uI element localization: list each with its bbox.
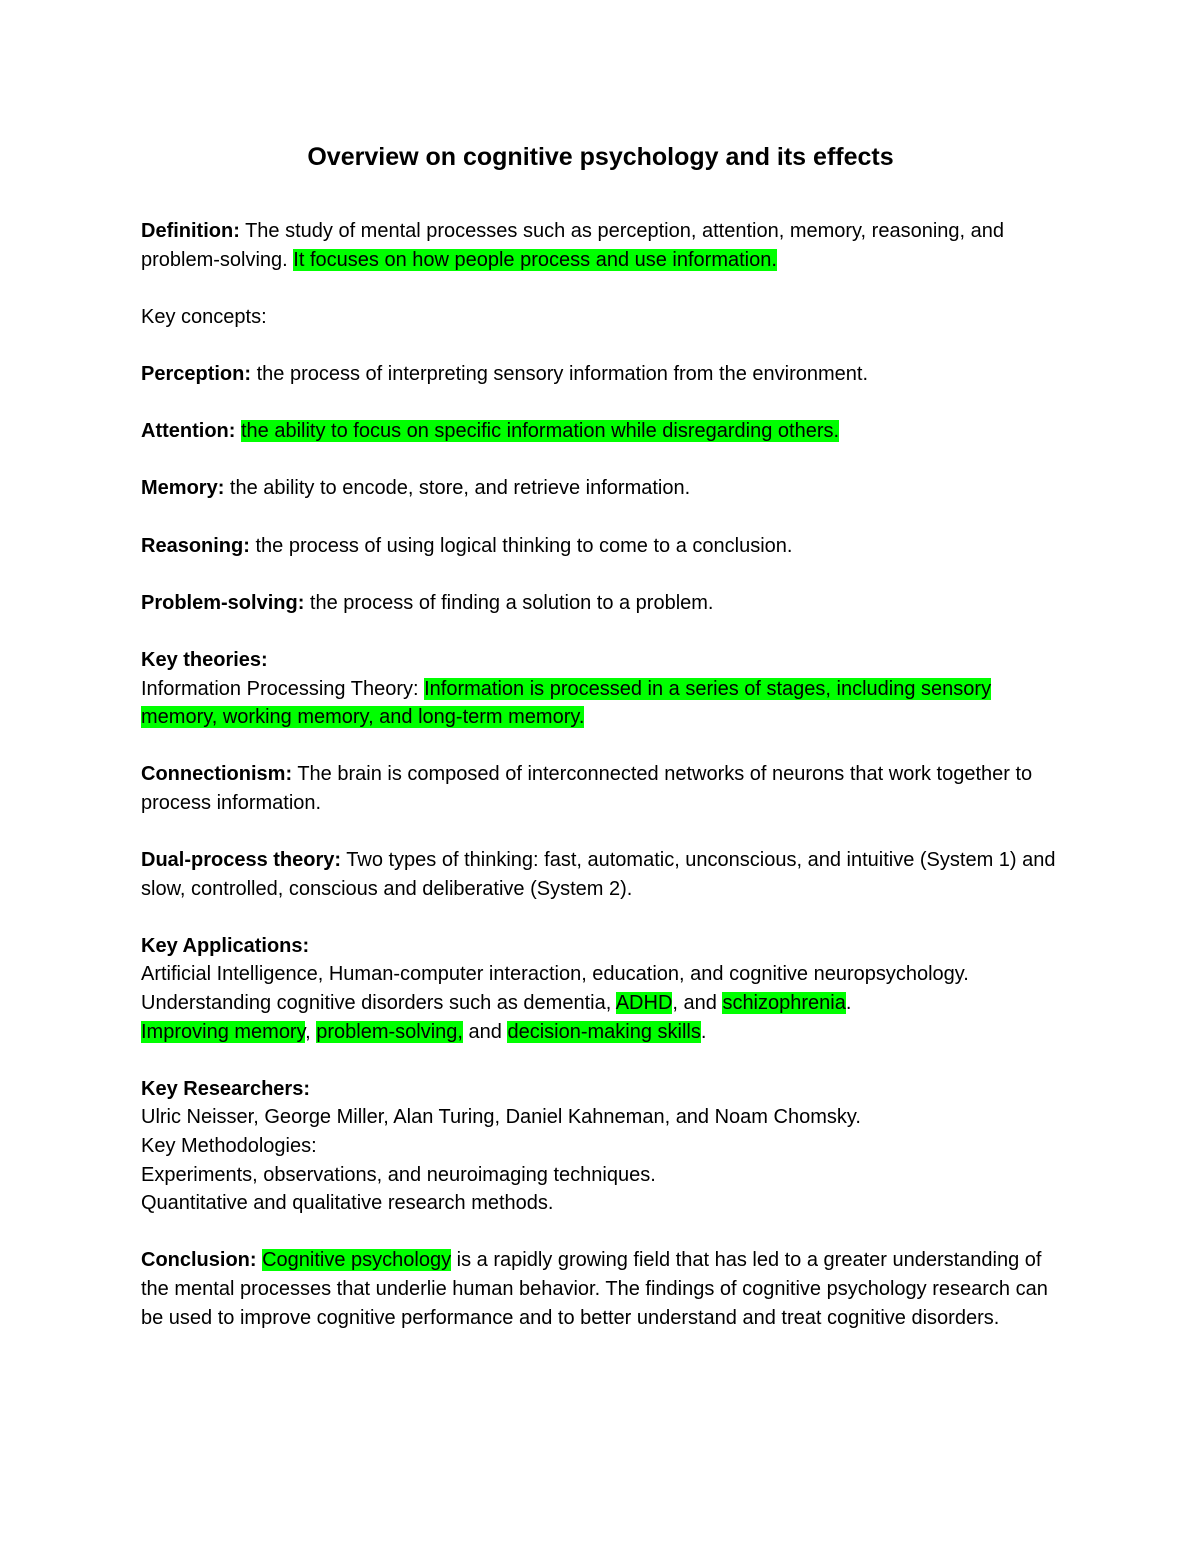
applications-line-2-text-2: , and <box>672 992 723 1015</box>
conclusion-paragraph <box>141 1246 1060 1332</box>
perception-label: Perception: <box>141 362 252 385</box>
key-theories-heading: Key theories: <box>141 648 268 671</box>
connectionism-text: The brain is composed of interconnected networks of neurons that work together to process information. <box>141 763 1033 814</box>
applications-line-3-text-1: , <box>305 1020 317 1043</box>
key-researchers-heading: Key Researchers: <box>141 1077 310 1100</box>
definition-paragraph <box>141 217 1060 274</box>
dual-process-label: Dual-process theory: <box>141 849 342 872</box>
conclusion-label: Conclusion: <box>141 1249 257 1272</box>
attention-highlight: the ability to focus on specific information while disregarding others. <box>240 420 840 443</box>
conclusion-text: is a rapidly growing field that has led to a greater understanding of the mental processes that underlie human behavior. The findings of cognitive psychology research can be used to improve cognitive performance and to better understand and treat cognitive disorders. <box>141 1249 1048 1329</box>
definition-label: Definition: <box>141 220 240 242</box>
problem-solving-label: Problem-solving: <box>141 591 305 614</box>
theory-information-processing <box>141 675 1060 732</box>
concept-attention <box>141 417 1060 446</box>
conclusion-highlight: Cognitive psychology <box>262 1249 452 1272</box>
memory-label: Memory: <box>141 477 225 500</box>
definition-text: The study of mental processes such as perception, attention, memory, reasoning, and problem-solving. <box>141 220 1004 271</box>
applications-line-3 <box>141 1018 1060 1047</box>
perception-text: the process of interpreting sensory information from the environment. <box>251 362 868 385</box>
problem-solving-text: the process of finding a solution to a problem. <box>304 591 714 614</box>
info-processing-highlight: Information is processed in a series of stages, including sensory memory, working memory, and long-term memory. <box>141 677 992 729</box>
reasoning-text: the process of using logical thinking to come to a conclusion. <box>249 534 793 557</box>
applications-line-3-text-3: . <box>700 1020 707 1043</box>
definition-highlight: It focuses on how people process and use information. <box>293 248 777 271</box>
applications-line-2-text-1: Understanding cognitive disorders such as dementia, <box>141 992 616 1015</box>
key-concepts-heading: Key concepts: <box>141 305 267 328</box>
methodologies-line-1: Experiments, observations, and neuroimaging techniques. <box>141 1163 656 1186</box>
problem-solving-highlight: problem-solving, <box>316 1020 463 1043</box>
memory-text: the ability to encode, store, and retrieve information. <box>224 477 691 500</box>
researchers-names: Ulric Neisser, George Miller, Alan Turing, Daniel Kahneman, and Noam Chomsky. <box>141 1106 861 1129</box>
reasoning-label: Reasoning: <box>141 534 250 557</box>
applications-line-2 <box>141 989 1060 1018</box>
schizophrenia-highlight: schizophrenia <box>722 992 846 1015</box>
applications-line-2-text-3: . <box>845 992 852 1015</box>
connectionism-label: Connectionism: <box>141 763 293 786</box>
applications-line-1: Artificial Intelligence, Human-computer interaction, education, and cognitive neuropsychology. <box>141 963 969 986</box>
applications-line-3-text-2: and <box>462 1020 508 1043</box>
page-title: Overview on cognitive psychology and its effects <box>307 143 894 171</box>
methodologies-line-2: Quantitative and qualitative research methods. <box>141 1192 554 1215</box>
document-body <box>141 217 1060 1332</box>
concept-reasoning <box>141 532 1060 561</box>
info-processing-text: Information Processing Theory: <box>141 677 425 700</box>
dual-process-text: Two types of thinking: fast, automatic, unconscious, and intuitive (System 1) and slow, controlled, conscious and deliberative (System 2). <box>141 849 1056 900</box>
concept-problem-solving <box>141 589 1060 618</box>
theory-connectionism <box>141 760 1060 817</box>
key-methodologies-heading: Key Methodologies: <box>141 1135 317 1157</box>
improving-memory-highlight: Improving memory <box>141 1020 306 1043</box>
concept-memory <box>141 474 1060 503</box>
concept-perception <box>141 360 1060 389</box>
key-applications-heading: Key Applications: <box>141 934 310 957</box>
adhd-highlight: ADHD <box>615 992 673 1015</box>
decision-making-highlight: decision-making skills <box>507 1020 701 1043</box>
attention-label: Attention: <box>141 420 236 443</box>
theory-dual-process <box>141 846 1060 903</box>
